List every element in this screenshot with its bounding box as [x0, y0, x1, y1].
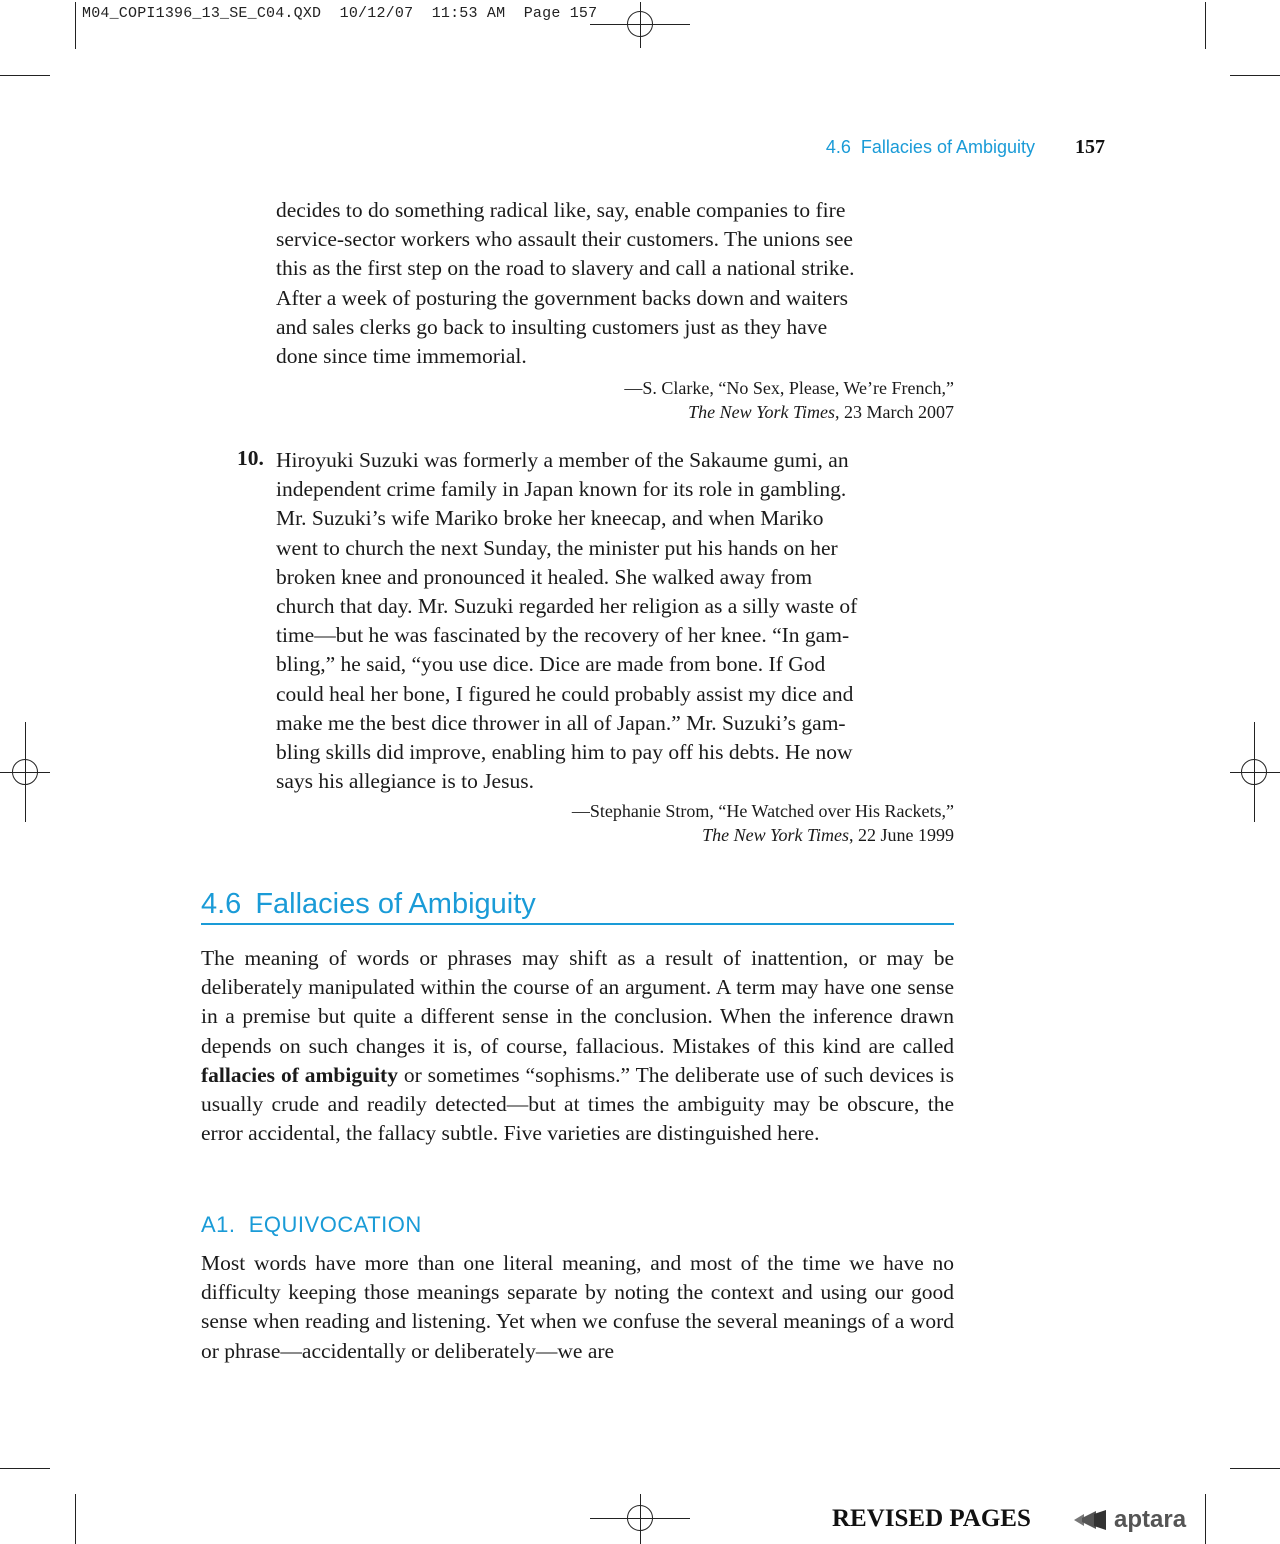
section-number: 4.6: [201, 888, 242, 920]
text-line: this as the first step on the road to slavery and call a national strike.: [276, 256, 855, 281]
slug-file: M04_COPI1396_13_SE_C04.QXD: [82, 5, 322, 22]
citation-source: The New York Times: [688, 402, 836, 422]
text-line: went to church the next Sunday, the minister put his hands on her: [276, 535, 838, 560]
text-line: and sales clerks go back to insulting customers just as they have: [276, 314, 828, 339]
citation-item-10: [572, 799, 954, 847]
aptara-logo-icon: [1072, 1508, 1108, 1532]
text-line: independent crime family in Japan known for its role in gambling.: [276, 477, 847, 502]
citation-date: , 23 March 2007: [835, 402, 954, 422]
exercise-item-9-continued: [276, 196, 946, 371]
aptara-logo: [1072, 1506, 1186, 1534]
text-line: church that day. Mr. Suzuki regarded her religion as a silly waste of: [276, 594, 858, 619]
registration-target-icon: [1241, 759, 1267, 785]
crop-mark: [75, 2, 76, 49]
crop-mark: [1230, 75, 1280, 76]
text-line: time—but he was fascinated by the recovery of her knee. “In gam-: [276, 623, 850, 648]
slug-line: [82, 5, 597, 22]
registration-target-icon: [627, 11, 653, 37]
crop-mark: [1230, 1468, 1280, 1469]
section-heading: [201, 888, 954, 925]
page-number: 157: [1075, 136, 1105, 158]
slug-page: Page 157: [523, 5, 598, 22]
item-10-text: [276, 446, 946, 796]
item-9-text: [276, 196, 946, 371]
crop-mark: [0, 1468, 50, 1469]
citation-author: —Stephanie Strom, “He Watched over His Rackets,”: [571, 801, 954, 821]
registration-target-icon: [12, 759, 38, 785]
text-line: says his allegiance is to Jesus.: [276, 769, 534, 794]
subsection-paragraph: Most words have more than one literal meaning, and most of the time we have no difficulty keeping those meanings separate by noting the context and using our good sense when reading and listening. Yet when we confuse the several meanings of a word or phrase—accidentally or deliberately—we are: [201, 1251, 954, 1363]
subsection-heading: A1. EQUIVOCATION: [201, 1212, 422, 1237]
running-head: [826, 136, 1105, 159]
section-intro: [201, 944, 954, 1148]
item-number-10: 10.: [237, 446, 264, 470]
text-line: broken knee and pronounced it healed. She walked away from: [276, 564, 813, 589]
text-line: After a week of posturing the government backs down and waiters: [276, 285, 848, 310]
intro-paragraph: The meaning of words or phrases may shift as a result of inattention, or may be deliberately manipulated within the course of an argument. A term may have one sense in a premise but quite a different sense in the conclusion. When the inference drawn depends on such changes it is, of course, fallacious. Mistakes of this kind are called fallacies of ambiguity or sometimes “sophisms.” The deliberate use of such devices is usually crude and readily detected—but at times the ambiguity may be obscure, the error accidental, the fallacy subtle. Five varieties are distinguished here.: [201, 946, 954, 1146]
running-head-section: 4.6 Fallacies of Ambiguity: [825, 137, 1035, 157]
text-line: bling skills did improve, enabling him to pay off his debts. He now: [276, 740, 853, 765]
text-line: could heal her bone, I figured he could probably assist my dice and: [276, 681, 854, 706]
text-line: bling,” he said, “you use dice. Dice are made from bone. If God: [276, 652, 826, 677]
key-term: fallacies of ambiguity: [201, 1062, 398, 1087]
registration-target-icon: [627, 1505, 653, 1531]
citation-author: —S. Clarke, “No Sex, Please, We’re French,”: [624, 378, 954, 398]
citation-item-9: [624, 376, 954, 424]
exercise-item-10: [276, 446, 946, 796]
section-title: Fallacies of Ambiguity: [255, 888, 536, 920]
logo-text: aptara: [1114, 1506, 1187, 1533]
crop-mark: [0, 75, 50, 76]
text-line: decides to do something radical like, say, enable companies to fire: [276, 198, 846, 222]
slug-date: 10/12/07: [339, 5, 414, 22]
crop-mark: [75, 1494, 76, 1544]
text-line: done since time immemorial.: [276, 344, 527, 369]
slug-time: 11:53 AM: [431, 5, 506, 22]
text-line: service-sector workers who assault their customers. The unions see: [276, 227, 853, 252]
crop-mark: [1205, 2, 1206, 49]
revised-pages-stamp: REVISED PAGES: [832, 1505, 1031, 1532]
subsection-body: [201, 1249, 954, 1366]
citation-date: , 22 June 1999: [849, 825, 954, 845]
text-line: make me the best dice thrower in all of Japan.” Mr. Suzuki’s gam-: [276, 710, 846, 735]
crop-mark: [1205, 1494, 1206, 1544]
text-line: Hiroyuki Suzuki was formerly a member of the Sakaume gumi, an: [276, 448, 849, 472]
citation-source: The New York Times: [702, 825, 849, 845]
text-line: Mr. Suzuki’s wife Mariko broke her kneecap, and when Mariko: [276, 506, 824, 531]
